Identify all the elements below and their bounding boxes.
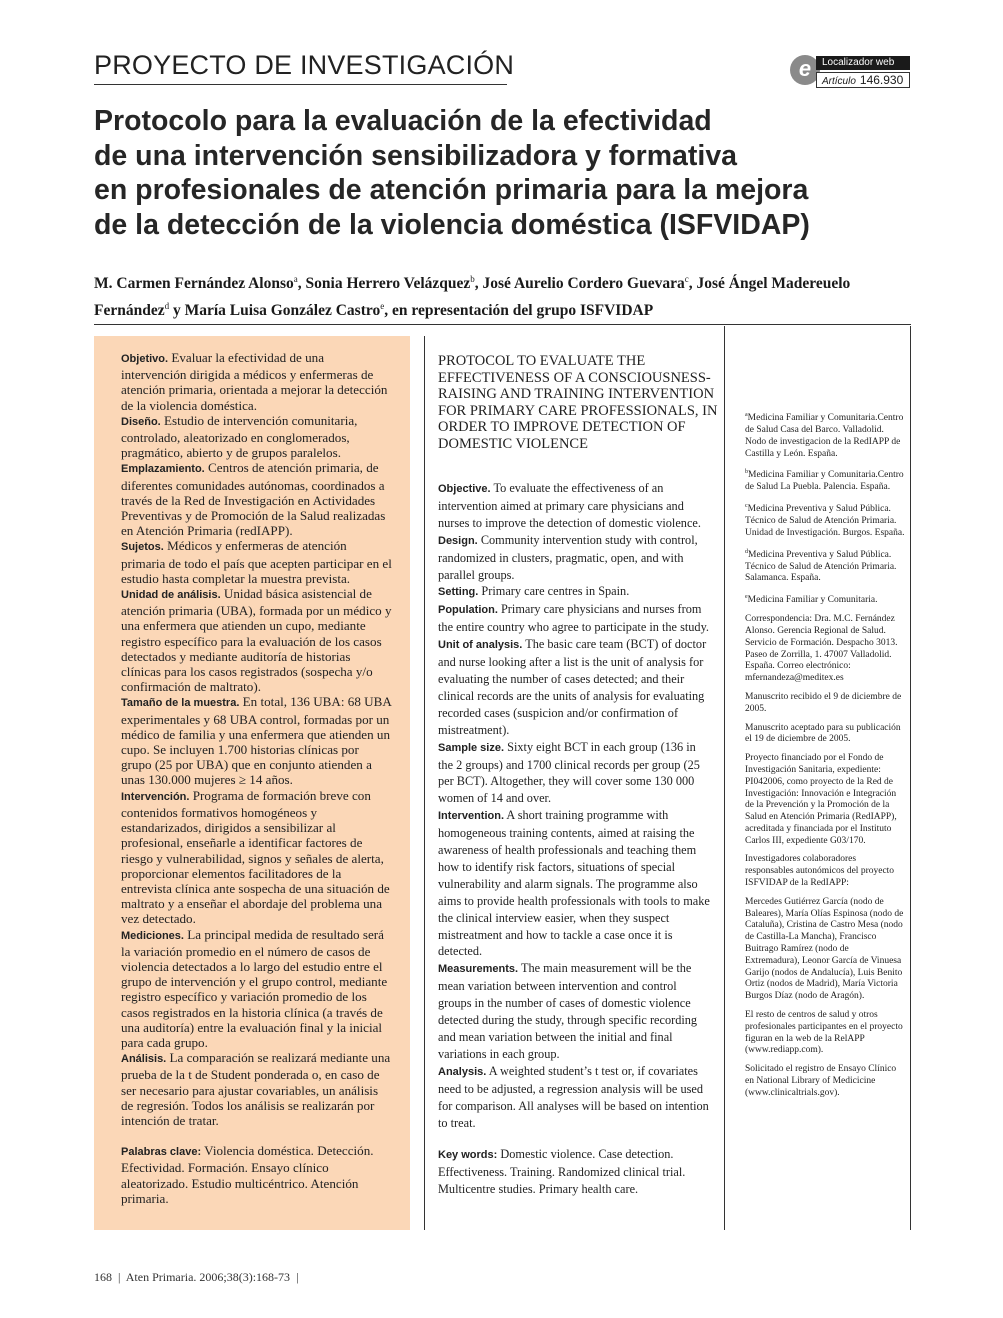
abstract-section-objective [438, 480, 712, 532]
abstract-section-sample [438, 739, 712, 808]
keywords-english [438, 1146, 712, 1198]
abstract-section-mediciones [121, 927, 392, 1051]
abstract-section-design [438, 532, 712, 584]
section-label: Sujetos. [121, 541, 164, 554]
section-text: En total, 136 UBA: 68 UBA experimentales y 68 UBA control, formadas por un médico de familia y una enfermera que atienden un cupo. Se incluyen 1.700 historias clínicas por grupo (25 por UBA) que en conjunto atienden a unas 130.000 mujeres ≥ 14 años. [121, 694, 392, 788]
section-text: The basic care team (BCT) of doctor and nurse looking after a list is the unit of analysis for evaluating the number of cases detected; and their clinical records are the units of analysis for evaluating recorded cases (suspicion and/or confirmation of mistreatment). [438, 637, 707, 737]
affiliation-e [745, 592, 905, 607]
section-label: Objetivo. [121, 353, 169, 365]
section-label: Key words: [438, 1149, 498, 1162]
section-text: Domestic violence. Case detection. Effectiveness. Training. Randomized clinical trial. Multicentre studies. Primary health care. [438, 1147, 686, 1197]
author-group: en representación del grupo ISFVIDAP [391, 302, 654, 320]
abstract-section-sujetos [121, 538, 392, 586]
section-text: Sixty eight BCT in each group (136 in the 2 groups) and 1700 clinical records per group (25 per BCT). Altogether, they will cover some 130 000 women of 14 and over. [438, 739, 700, 806]
affiliation-text: Medicina Preventiva y Salud Pública. Técnico de Salud de Atención Primaria. Salamanca. España. [745, 549, 897, 584]
section-text: Evaluar la efectividad de una intervención dirigida a médicos y enfermeras de atención primaria, orientada a mejorar la detección de la violencia doméstica. [121, 350, 388, 413]
section-text: La comparación se realizará mediante una prueba de la t de Student ponderada o, en caso de ser necesario para ajustar covariables, un análisis de regresión. Todos los análisis se realizarán por intención de tratar. [121, 1050, 391, 1128]
trial-registry: Solicitado el registro de Ensayo Clínico en National Library of Medicicine (www.clinicaltrials.gov). [745, 1064, 897, 1098]
header-divider [94, 324, 911, 325]
investigators-intro: Investigadores colaboradores responsables autonómicos del proyecto ISFVIDAP de la RedIAPP: [745, 854, 895, 889]
correspondence: Correspondencia: Dra. M.C. Fernández Alonso. Gerencia Regional de Salud. Servicio de Formación. Despacho 3013. Paseo de Zorrilla, 1. 47007 Valladolid. España. Correo electrónico: mfernandeza@meditex.es [745, 614, 898, 684]
authors: M. Carmen Fernández Alonso$^a$, Sonia Herrero Velázquez$^b$, José Aurelio Cordero Guevara$^c$, José Ángel Madereuelo Fernández$^d$ y María Luisa González Castro$^e$, en representación del grupo ISFVIDAP [94, 274, 851, 320]
affiliation-mark: c [745, 503, 748, 510]
article-label: Artículo [822, 76, 856, 87]
journal-citation: Aten Primaria. 2006;38(3):168-73 [125, 1270, 291, 1284]
abstract-spanish [94, 336, 410, 1230]
section-text: Community intervention study with control, randomized in clusters, pragmatic, open, and with parallel groups. [438, 532, 698, 582]
page-footer: 168 | Aten Primaria. 2006;38(3):168-73 | [94, 1270, 299, 1284]
section-label: Tamaño de la muestra. [121, 697, 240, 710]
section-text: A short training programme with homogeneous training contents, aimed at raising the awareness of health professionals and teaching them how to identify risk factors, situations of special vulnerability and alarm signals. The programme also aims to provide health professionals with tools to make the clinical interview easier, when they suspect mistreatment and how to tackle a case once it is detected. [438, 808, 710, 959]
section-label: Emplazamiento. [121, 463, 205, 476]
abstract-section-intervention [438, 807, 712, 960]
page-number: 168 [94, 1270, 112, 1284]
section-text: La principal medida de resultado será la variación promedio en el número de casos de violencia detectados a lo largo del estudio entre el grupo de intervención y el grupo control, mediante registro específico y variación promedio de los casos registrados en la historia clínica (a través de una auditoría) entre la evaluación final y la inicial para cada grupo. [121, 926, 388, 1050]
sidebar-notes [745, 410, 905, 1107]
section-text: Médicos y enfermeras de atención primaria de todo el país que acepten participar en el estudio hasta completar la muestra prevista. [121, 538, 392, 586]
funding-note: Proyecto financiado por el Fondo de Investigación Sanitaria, expediente: PI042006, como proyecto de la Red de Investigación: Innovación e Integración de la Prevención y la Promoción de la Salud en Atención Primaria (RedIAPP), acreditada y financiada por el Instituto Carlos III, expediente G03/170. [745, 753, 897, 846]
abstract-section-setting [438, 583, 712, 601]
affiliation-mark: a [745, 412, 748, 418]
keywords-spanish [121, 1143, 392, 1206]
section-label: Measurements. [438, 963, 519, 976]
section-label: Design. [438, 534, 478, 547]
section-text: Violencia doméstica. Detección. Efectividad. Formación. Ensayo clínico aleatorizado. Estudio multicéntrico. Atención primaria. [121, 1143, 374, 1206]
abstract-section-unidad [121, 586, 392, 694]
web-locator[interactable] [790, 53, 910, 89]
article-number: 146.930 [859, 73, 904, 87]
affiliation-mark: b [745, 469, 748, 476]
locator-e-icon: e [790, 55, 820, 85]
section-label: PROYECTO DE INVESTIGACIÓN [94, 50, 515, 80]
column-divider [910, 326, 911, 1230]
section-label: Diseño. [121, 415, 161, 428]
section-text: Programa de formación breve con contenidos formativos homogéneos y estandarizados, dirigidos a sensibilizar al profesional, enseñarle a identificar factores de riesgo y vulnerabilidad, signos y señales de alerta, proporcionar elementos facilitadores de la entrevista clínica ante sospecha de una situación de maltrato y a enseñar el abordaje del problema una vez detectado. [121, 787, 390, 927]
section-text: Primary care physicians and nurses from the entire country who agree to participate in the study. [438, 602, 710, 635]
abstract-english [438, 480, 712, 1198]
affiliation-mark: d [745, 548, 748, 555]
author-name: M. Carmen Fernández Alonso [94, 275, 294, 293]
article-number-box [816, 72, 910, 88]
abstract-section-emplazamiento [121, 460, 392, 538]
section-text: To evaluate the effectiveness of an intervention aimed at primary care physicians and nurses to improve the detection of domestic violence. [438, 481, 701, 530]
abstract-section-objetivo [121, 350, 392, 413]
author-name: José Aurelio Cordero Guevara [482, 275, 685, 293]
column-divider [724, 326, 725, 1230]
section-text: A weighted student’s t test or, if covariates need to be adjusted, a regression analysis will be used for comparison. All analyses will be based on intention to treat. [438, 1063, 709, 1130]
section-label: Objective. [438, 483, 491, 495]
section-label: Unit of analysis. [438, 639, 523, 652]
title-line: de la detección de la violencia doméstica (ISFVIDAP) [94, 208, 810, 241]
section-rule [94, 84, 507, 85]
abstract-section-tamano [121, 694, 392, 787]
abstract-section-measurements [438, 960, 712, 1062]
abstract-section-diseno [121, 413, 392, 461]
affiliation-d [745, 547, 905, 586]
author-affiliation-mark: e [380, 301, 385, 312]
author-affiliation-mark: c [684, 274, 689, 284]
abstract-section-unit [438, 636, 712, 738]
author-conjunction: y [172, 302, 181, 320]
author-affiliation-mark: d [164, 301, 170, 312]
affiliation-text: Medicina Familiar y Comunitaria.Centro de Salud La Puebla. Palencia. España. [745, 470, 904, 493]
section-label: Intervención. [121, 790, 190, 803]
section-label: Intervention. [438, 810, 505, 823]
section-text: Estudio de intervención comunitaria, controlado, aleatorizado en conglomerados, pragmático, abierto y de grupos paralelos. [121, 412, 358, 461]
title-line: de una intervención sensibilizadora y formativa [94, 139, 738, 172]
title-line: Protocolo para la evaluación de la efectividad [94, 105, 712, 137]
section-text: Unidad básica asistencial de atención primaria (UBA), formada por un médico y una enfermera que atienden un cupo, mediante registro específico para la evaluación de los casos detectados y mediante auditoría de historias clínicas para los casos registrados (sospecha y/o confirmación de maltrato). [121, 586, 392, 695]
affiliation-text: Medicina Familiar y Comunitaria. [747, 595, 878, 606]
section-label: Setting. [438, 586, 479, 599]
author-name: José Ángel Madereuelo Fernández [94, 275, 851, 320]
locator-label: Localizador web [816, 56, 910, 70]
section-text: Centros de atención primaria, de diferentes comunidades autónomas, coordinados a través de la Red de Investigación en Actividades Preventivas y de Promoción de la Salud realizadas en Atención Primaria (redIAPP). [121, 460, 386, 539]
title-line: en profesionales de atención primaria para la mejora [94, 174, 809, 206]
section-text: The main measurement will be the mean variation between intervention and control groups in the number of cases of domestic violence detected during the study, through specific recording and mean variation between the initial and final variations in each group. [438, 961, 698, 1061]
section-text: Primary care centres in Spain. [481, 584, 630, 599]
section-label: Analysis. [438, 1065, 487, 1078]
investigators-list: Mercedes Gutiérrez García (nodo de Baleares), María Olías Espinosa (nodo de Cataluña), Cristina de Castro Mesa (nodo de Castilla-La Mancha), Francisco Buitrago Ramírez (nodo de Extremadura), Leonor García de Vinuesa Garijo (nodos de Andalucía), Luis Benito Ortiz (nodos de Madrid), María Victoria Burgos Díaz (nodo de Aragón). [745, 896, 904, 1002]
abstract-section-population [438, 601, 712, 636]
author-name: María Luisa González Castro [184, 302, 381, 320]
author-affiliation-mark: b [470, 274, 475, 284]
author-affiliation-mark: a [293, 274, 298, 284]
abstract-section-analisis [121, 1050, 392, 1128]
section-label: Palabras clave: [121, 1146, 202, 1159]
section-label: Unidad de análisis. [121, 589, 221, 602]
affiliation-text: Medicina Familiar y Comunitaria.Centro de Salud Casa del Barco. Valladolid. Nodo de investigacion de la RedIAPP de Castilla y León. España. [745, 413, 904, 459]
section-label: Mediciones. [121, 929, 184, 942]
affiliation-c [745, 501, 905, 540]
affiliation-a [745, 410, 905, 460]
section-label: Sample size. [438, 741, 505, 754]
column-divider [424, 336, 425, 1230]
affiliation-text: Medicina Preventiva y Salud Pública. Técnico de Salud de Atención Primaria. Unidad de Investigación. Burgos. España. [745, 504, 905, 538]
affiliation-mark: e [745, 594, 748, 601]
english-title: PROTOCOL TO EVALUATE THE EFFECTIVENESS OF A CONSCIOUSNESS-RAISING AND TRAINING INTERVENTION FOR PRIMARY CARE PROFESSIONALS, IN ORDER TO IMPROVE DETECTION OF DOMESTIC VIOLENCE [438, 353, 718, 452]
received-date: Manuscrito recibido el 9 de diciembre de 2005. [745, 691, 902, 714]
accepted-date: Manuscrito aceptado para su publicación el 19 de diciembre de 2005. [745, 722, 901, 745]
section-label: Population. [438, 604, 498, 617]
author-name: Sonia Herrero Velázquez [305, 275, 471, 293]
abstract-section-analysis [438, 1063, 712, 1132]
article-title [94, 104, 934, 242]
abstract-section-intervencion [121, 788, 392, 927]
affiliation-b [745, 467, 905, 494]
other-participants: El resto de centros de salud y otros profesionales participantes en el proyecto figuran en la web de la RelAPP (www.rediapp.com). [745, 1010, 903, 1056]
section-label: Análisis. [121, 1053, 167, 1066]
